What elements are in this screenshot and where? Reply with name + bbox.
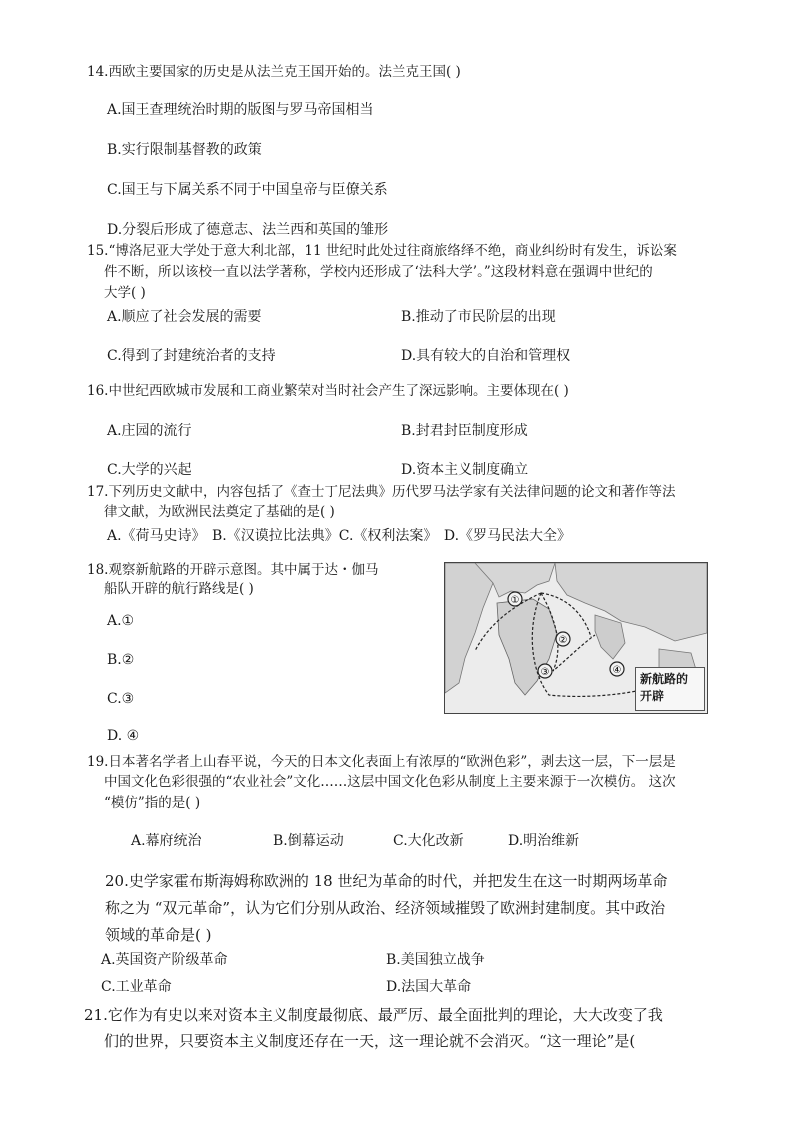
- map-title-line-1: 新航路的: [640, 672, 689, 686]
- q21-stem-line-2: 们的世界，只要资本主义制度还存在一天，这一理论就不会消灭。“这一理论”是(: [104, 1032, 636, 1050]
- q20-stem-line-1: 20.史学家霍布斯海姆称欧洲的 18 世纪为革命的时代，并把发生在这一时期两场革命: [105, 872, 668, 890]
- map-title-line-2: 开辟: [640, 689, 665, 703]
- marker-4: ④: [612, 665, 622, 676]
- q18-stem-line-2: 船队开辟的航行路线是( ): [104, 581, 254, 597]
- marker-2: ②: [558, 635, 568, 646]
- q15-stem-line-1: 15.“博洛尼亚大学处于意大利北部，11 世纪时此处过往商旅络绎不绝，商业纠纷时有发生，诉讼案: [87, 243, 677, 259]
- q19-option-b: B.倒幕运动: [273, 833, 344, 849]
- q18-option-b: B.②: [107, 652, 135, 668]
- q20-option-d: D.法国大革命: [386, 979, 472, 995]
- q16-option-b: B.封君封臣制度形成: [401, 423, 528, 439]
- q18-stem-line-1: 18.观察新航路的开辟示意图。其中属于达・伽马: [87, 562, 379, 578]
- marker-3: ③: [540, 667, 550, 678]
- q15-stem-line-2: 件不断，所以该校一直以法学著称，学校内还形成了‘法科大学’。”这段材料意在强调中世纪的: [104, 264, 653, 280]
- q14-stem: 14.西欧主要国家的历史是从法兰克王国开始的。法兰克王国( ): [87, 64, 461, 80]
- q14-option-c: C.国王与下属关系不同于中国皇帝与臣僚关系: [107, 182, 388, 198]
- q16-option-a: A.庄园的流行: [107, 423, 192, 439]
- q16-stem: 16.中世纪西欧城市发展和工商业繁荣对当时社会产生了深远影响。主要体现在( ): [87, 383, 569, 399]
- q17-stem-line-2: 律文献，为欧洲民法奠定了基础的是( ): [104, 504, 335, 520]
- q15-option-b: B.推动了市民阶层的出现: [401, 309, 556, 325]
- marker-1: ①: [510, 595, 520, 606]
- q19-stem-line-3: “模仿”指的是( ): [104, 795, 201, 811]
- q20-option-b: B.美国独立战争: [386, 952, 485, 968]
- q20-stem-line-2: 称之为 “双元革命”，认为它们分别从政治、经济领域摧毁了欧洲封建制度。其中政治: [105, 899, 666, 917]
- q21-stem-line-1: 21.它作为有史以来对资本主义制度最彻底、最严厉、最全面批判的理论，大大改变了我: [84, 1006, 663, 1024]
- q19-option-a: A.幕府统治: [131, 833, 202, 849]
- q15-option-d: D.具有较大的自治和管理权: [401, 348, 571, 364]
- q14-option-d: D.分裂后形成了德意志、法兰西和英国的雏形: [107, 222, 389, 238]
- new-sea-routes-map: [444, 562, 708, 714]
- q14-option-b: B.实行限制基督教的政策: [107, 142, 262, 158]
- q16-option-c: C.大学的兴起: [107, 462, 192, 478]
- q17-options: A.《荷马史诗》 B.《汉谟拉比法典》C.《权利法案》 D.《罗马民法大全》: [107, 528, 572, 544]
- q19-option-c: C.大化改新: [393, 833, 464, 849]
- q19-option-d: D.明治维新: [508, 833, 580, 849]
- q15-option-c: C.得到了封建统治者的支持: [107, 348, 276, 364]
- q18-option-a: A.①: [107, 613, 135, 629]
- q14-option-a: A.国王查理统治时期的版图与罗马帝国相当: [107, 102, 374, 118]
- q20-stem-line-3: 领域的革命是( ): [105, 926, 212, 944]
- q18-option-d: D. ④: [107, 728, 140, 744]
- map-title: [635, 667, 705, 711]
- q16-option-d: D.资本主义制度确立: [401, 462, 529, 478]
- q17-stem-line-1: 17.下列历史文献中，内容包括了《查士丁尼法典》历代罗马法学家有关法律问题的论文和著作等法: [87, 484, 676, 500]
- q15-stem-line-3: 大学( ): [104, 285, 146, 301]
- q19-stem-line-1: 19.日本著名学者上山春平说，今天的日本文化表面上有浓厚的“欧洲色彩”，剥去这一层，下一层是: [87, 754, 676, 770]
- q19-stem-line-2: 中国文化色彩很强的“农业社会”文化……这层中国文化色彩从制度上主要来源于一次模仿。 这次: [104, 774, 676, 790]
- q20-option-a: A.英国资产阶级革命: [101, 952, 228, 968]
- q18-option-c: C.③: [107, 691, 135, 707]
- q20-option-c: C.工业革命: [101, 979, 172, 995]
- q15-option-a: A.顺应了社会发展的需要: [107, 309, 262, 325]
